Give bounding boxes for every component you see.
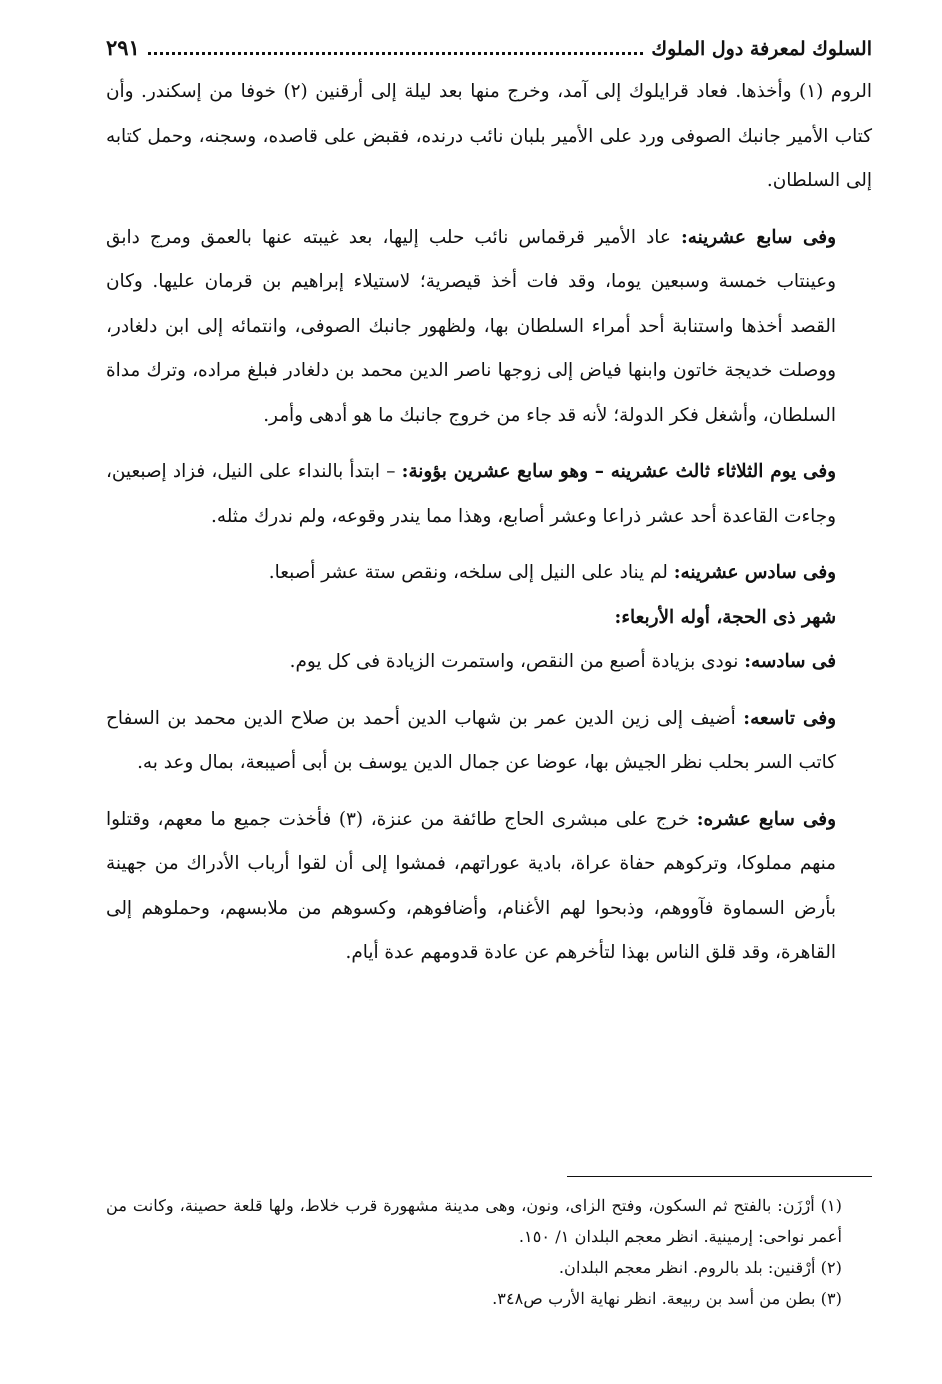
paragraph-text: الروم (١) وأخذها. فعاد قرايلوك إلى آمد، وخرج منها بعد ليلة إلى أرقنين (٢) خوفا من إسكندر. وأن كتاب الأمير جانبك الصوفى ورد على الأمير بلبان نائب درنده، فقبض على قاصده، وسجنه، وحمل كتابه إلى السلطان.	[106, 81, 872, 191]
entry-date-lead: وفى سابع عشرينه:	[680, 226, 836, 248]
month-heading	[106, 596, 872, 641]
paragraph-entry	[106, 798, 872, 976]
paragraph-text: نودى بزيادة أصبع من النقص، واستمرت الزيادة فى كل يوم.	[289, 651, 739, 672]
book-title: السلوك لمعرفة دول الملوك	[651, 38, 872, 60]
paragraph-text: – ابتدأ بالنداء على النيل، فزاد إصبعين، وجاءت القاعدة أحد عشر ذراعا وعشر أصابع، وهذا مما يندر وقوعه، ولم ندرك مثله.	[106, 461, 836, 527]
page-number: ٢٩١	[106, 35, 140, 60]
footnote: (٢) أرْقنين: بلد بالروم. انظر معجم البلدان.	[558, 1258, 842, 1277]
paragraph-text: لم يناد على النيل إلى سلخه، ونقص ستة عشر أصبعا.	[268, 562, 668, 583]
footnote-separator	[567, 1176, 872, 1177]
paragraph-text: أضيف إلى زين الدين عمر بن شهاب الدين أحمد بن صلاح الدين محمد بن السفاح كاتب السر بحلب نظر الجيش بها، عوضا عن جمال الدين يوسف بن أبى أصيبعة، بمال وعد به.	[106, 707, 836, 773]
document-page	[106, 30, 872, 1308]
running-header	[106, 30, 872, 70]
entry-date-lead: وفى يوم الثلاثاء ثالث عشرينه – وهو سابع عشرين بؤونة:	[401, 461, 836, 482]
paragraph-entry	[106, 640, 872, 685]
paragraph-entry	[106, 450, 872, 539]
paragraph-entry	[106, 216, 872, 439]
header-leader-dots	[148, 52, 644, 55]
paragraph-text: عاد الأمير قرقماس نائب حلب إليها، بعد غيبته عنها بالعمق ومرج دابق وعينتاب خمسة وسبعين يوما، وقد فات أخذ قيصرية؛ لاستيلاء إبراهيم بن قرمان عليها. وكان القصد أخذها واستنابة أحد أمراء السلطان بها، ولظهور جانبك الصوفى، وانتمائه إلى ابن دلغادر، ووصلت خديجة خاتون وابنها فياض إلى زوجها ناصر الدين محمد بن دلغادر فبلغ مراده، وترك مداة السلطان، وأشغل فكر الدولة؛ لأنه قد جاء من خروج جانبك ما هو أدهى وأمر.	[106, 226, 837, 426]
paragraph-text: خرج على مبشرى الحاج طائفة من عنزة، (٣) فأخذت جميع ما معهم، وقتلوا منهم مملوكا، وتركوهم حفاة عراة، بادية عوراتهم، فمشوا إلى أن لقوا أرباب الأدراك من جهينة بأرض السماوة فآووهم، وذبحوا لهم الأغنام، وأضافوهم، وكسوهم من ملابسهم، وحملوهم إلى القاهرة، وقد قلق الناس بهذا لتأخرهم عن عادة قدومهم عدة أيام.	[106, 808, 836, 963]
entry-date-lead: وفى تاسعه:	[743, 707, 836, 729]
footnote: (١) أرْزَن: بالفتح ثم السكون، وفتح الزاى، ونون، وهى مدينة مشهورة قرب خلاط، ولها قلعة حصينة، وكانت من أعمر نواحى: إرمينية. انظر معجم البلدان ١/ ١٥٠.	[106, 1196, 842, 1246]
entry-date-lead: وفى سابع عشره:	[696, 808, 836, 830]
entry-date-lead: وفى سادس عشرينه:	[673, 562, 836, 583]
paragraph-continuation	[106, 70, 872, 204]
month-heading-text: شهر ذى الحجة، أوله الأربعاء:	[614, 606, 836, 628]
footnote: (٣) بطن من أسد بن ربيعة. انظر نهاية الأرب ص٣٤٨.	[492, 1289, 842, 1308]
footnotes	[106, 1190, 872, 1314]
paragraph-entry	[106, 551, 872, 596]
paragraph-entry	[106, 697, 872, 786]
entry-date-lead: فى سادسه:	[744, 651, 836, 672]
